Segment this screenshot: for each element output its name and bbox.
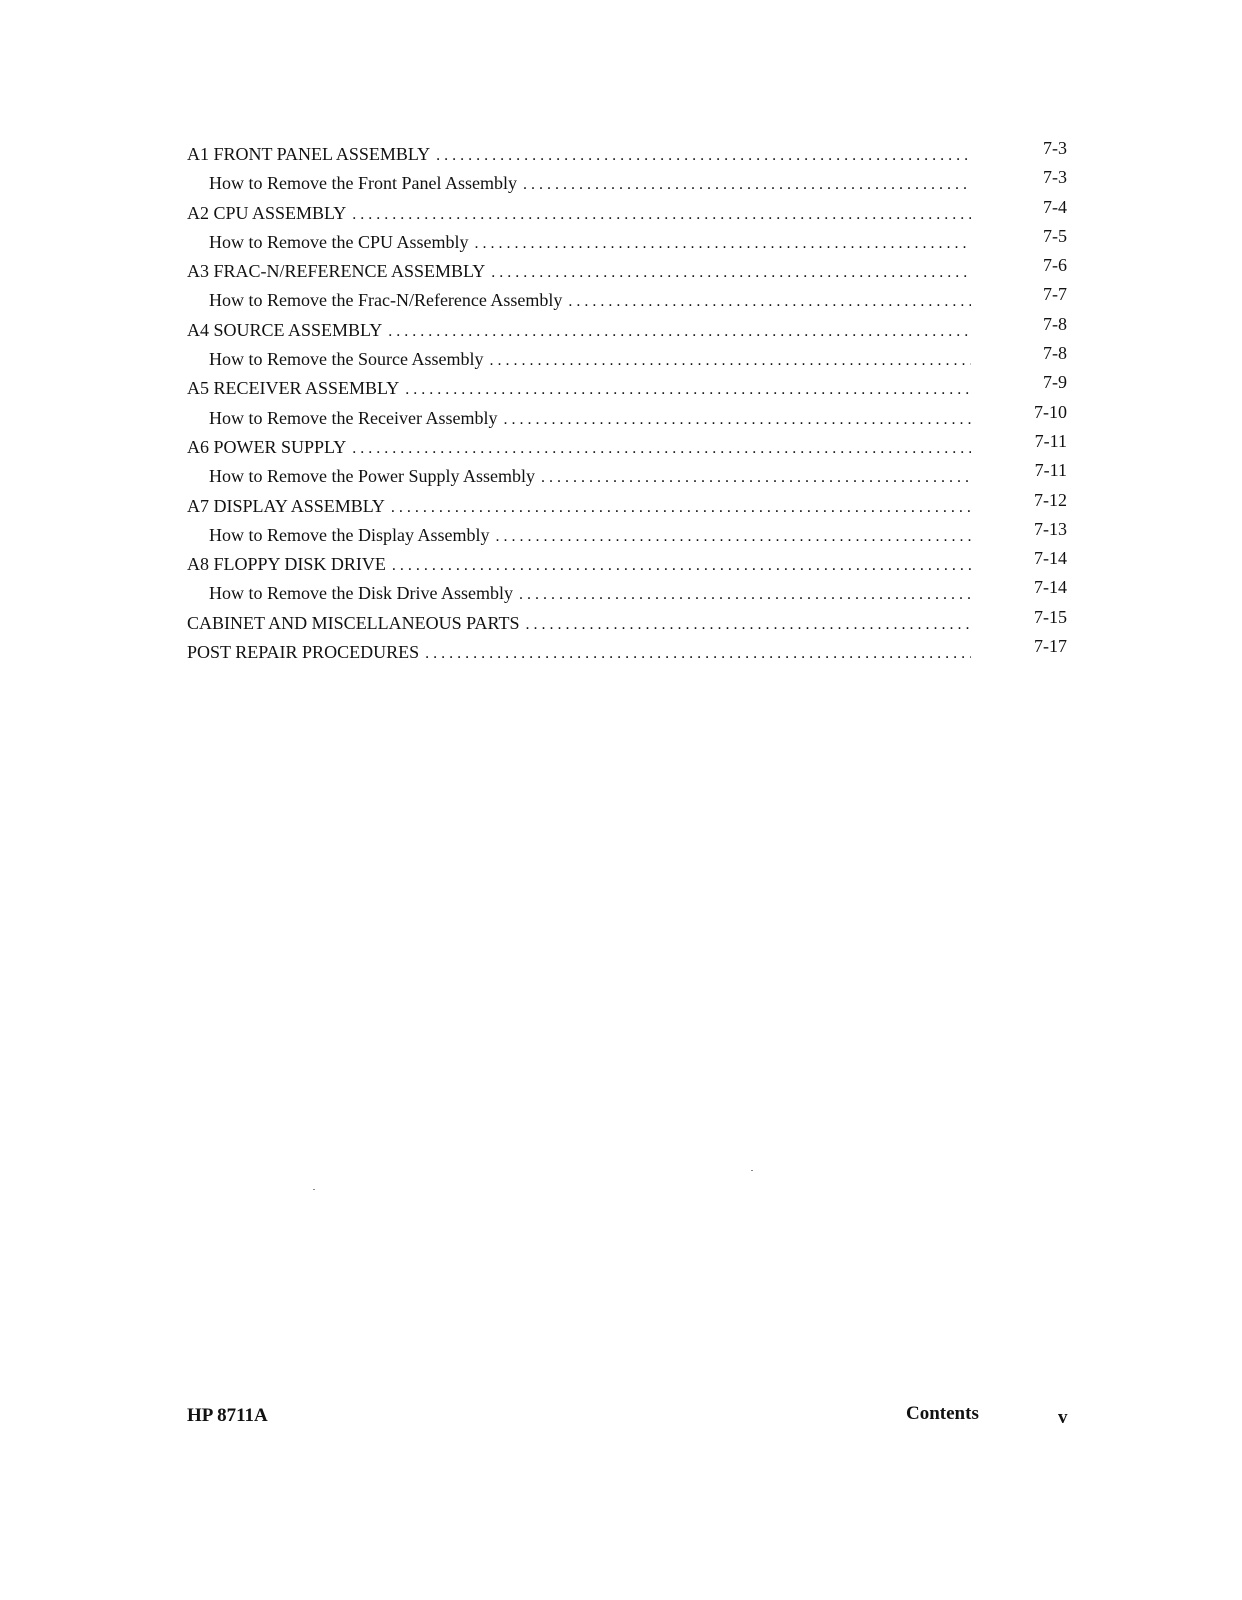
toc-entry-label: CABINET AND MISCELLANEOUS PARTS bbox=[187, 609, 525, 638]
toc-entry-remove-cpu[interactable] bbox=[187, 225, 1067, 257]
toc-entry-remove-source[interactable] bbox=[187, 345, 1067, 374]
toc-entry-a2-cpu[interactable] bbox=[187, 196, 1067, 228]
toc-entry-cabinet-parts[interactable] bbox=[187, 606, 1067, 638]
toc-entry-label: A7 DISPLAY ASSEMBLY bbox=[187, 492, 391, 521]
toc-entry-remove-front-panel[interactable] bbox=[187, 169, 1067, 198]
toc-entry-page: 7-7 bbox=[1043, 284, 1067, 305]
dot-leader bbox=[405, 375, 971, 403]
toc-entry-label: A6 POWER SUPPLY bbox=[187, 433, 352, 462]
toc-entry-page: 7-15 bbox=[1034, 606, 1067, 627]
dot-leader bbox=[352, 200, 971, 228]
toc-entry-page: 7-11 bbox=[1034, 460, 1067, 481]
toc-entry-post-repair[interactable] bbox=[187, 638, 1067, 667]
dot-leader bbox=[489, 346, 971, 374]
table-of-contents bbox=[187, 140, 1067, 667]
dot-leader bbox=[352, 434, 971, 462]
toc-entry-label: How to Remove the Receiver Assembly bbox=[209, 404, 503, 433]
toc-entry-label: POST REPAIR PROCEDURES bbox=[187, 638, 425, 667]
toc-entry-page: 7-14 bbox=[1034, 577, 1067, 598]
toc-entry-page: 7-5 bbox=[1043, 225, 1067, 246]
toc-entry-label: A3 FRAC-N/REFERENCE ASSEMBLY bbox=[187, 257, 491, 286]
dot-leader bbox=[503, 405, 971, 433]
toc-entry-a8-floppy-disk[interactable] bbox=[187, 550, 1067, 579]
dot-leader bbox=[541, 463, 971, 491]
toc-entry-label: How to Remove the Frac-N/Reference Assembly bbox=[209, 286, 568, 315]
dot-leader bbox=[388, 317, 971, 345]
toc-entry-remove-power-supply[interactable] bbox=[187, 462, 1067, 491]
dot-leader bbox=[391, 493, 971, 521]
toc-entry-label: A4 SOURCE ASSEMBLY bbox=[187, 316, 388, 345]
toc-entry-a5-receiver[interactable] bbox=[187, 374, 1067, 403]
dot-leader bbox=[475, 229, 972, 257]
toc-entry-a1-front-panel[interactable] bbox=[187, 140, 1067, 169]
dot-leader bbox=[525, 610, 971, 638]
toc-entry-label: How to Remove the Power Supply Assembly bbox=[209, 462, 541, 491]
toc-entry-page: 7-11 bbox=[1034, 430, 1067, 451]
toc-entry-label: A5 RECEIVER ASSEMBLY bbox=[187, 374, 405, 403]
dot-leader bbox=[425, 639, 971, 667]
toc-entry-page: 7-17 bbox=[1034, 636, 1067, 657]
toc-entry-page: 7-4 bbox=[1043, 196, 1067, 217]
toc-entry-remove-receiver[interactable] bbox=[187, 401, 1067, 433]
dot-leader bbox=[495, 522, 971, 550]
toc-entry-a7-display[interactable] bbox=[187, 489, 1067, 521]
footer-page-number: v bbox=[1058, 1407, 1068, 1428]
toc-entry-label: A2 CPU ASSEMBLY bbox=[187, 199, 352, 228]
toc-entry-label: A1 FRONT PANEL ASSEMBLY bbox=[187, 140, 436, 169]
toc-entry-a4-source[interactable] bbox=[187, 313, 1067, 345]
dot-leader bbox=[392, 551, 971, 579]
toc-entry-label: A8 FLOPPY DISK DRIVE bbox=[187, 550, 392, 579]
scan-speck bbox=[313, 1189, 315, 1190]
toc-entry-a3-frac-n[interactable] bbox=[187, 257, 1067, 286]
toc-entry-label: How to Remove the Source Assembly bbox=[209, 345, 489, 374]
toc-entry-page: 7-13 bbox=[1034, 518, 1067, 539]
toc-entry-page: 7-8 bbox=[1043, 343, 1067, 364]
toc-entry-page: 7-12 bbox=[1034, 489, 1067, 510]
toc-entry-label: How to Remove the Disk Drive Assembly bbox=[209, 579, 519, 608]
toc-entry-remove-disk-drive[interactable] bbox=[187, 579, 1067, 608]
toc-entry-label: How to Remove the CPU Assembly bbox=[209, 228, 475, 257]
toc-entry-remove-display[interactable] bbox=[187, 518, 1067, 550]
dot-leader bbox=[436, 141, 971, 169]
toc-entry-page: 7-3 bbox=[1043, 167, 1067, 188]
toc-entry-page: 7-9 bbox=[1043, 372, 1067, 393]
toc-entry-label: How to Remove the Front Panel Assembly bbox=[209, 169, 523, 198]
dot-leader bbox=[519, 580, 971, 608]
toc-entry-a6-power-supply[interactable] bbox=[187, 430, 1067, 462]
toc-entry-page: 7-10 bbox=[1034, 401, 1067, 422]
toc-entry-remove-frac-n[interactable] bbox=[187, 286, 1067, 315]
toc-entry-page: 7-14 bbox=[1034, 548, 1067, 569]
footer-section-title: Contents bbox=[906, 1403, 979, 1424]
dot-leader bbox=[491, 258, 971, 286]
scan-speck bbox=[751, 1170, 753, 1171]
footer-product-name: HP 8711A bbox=[187, 1405, 268, 1426]
toc-entry-page: 7-3 bbox=[1043, 138, 1067, 158]
dot-leader bbox=[523, 170, 971, 198]
toc-entry-page: 7-6 bbox=[1043, 255, 1067, 276]
toc-entry-page: 7-8 bbox=[1043, 313, 1067, 334]
dot-leader bbox=[568, 287, 971, 315]
toc-entry-label: How to Remove the Display Assembly bbox=[209, 521, 495, 550]
